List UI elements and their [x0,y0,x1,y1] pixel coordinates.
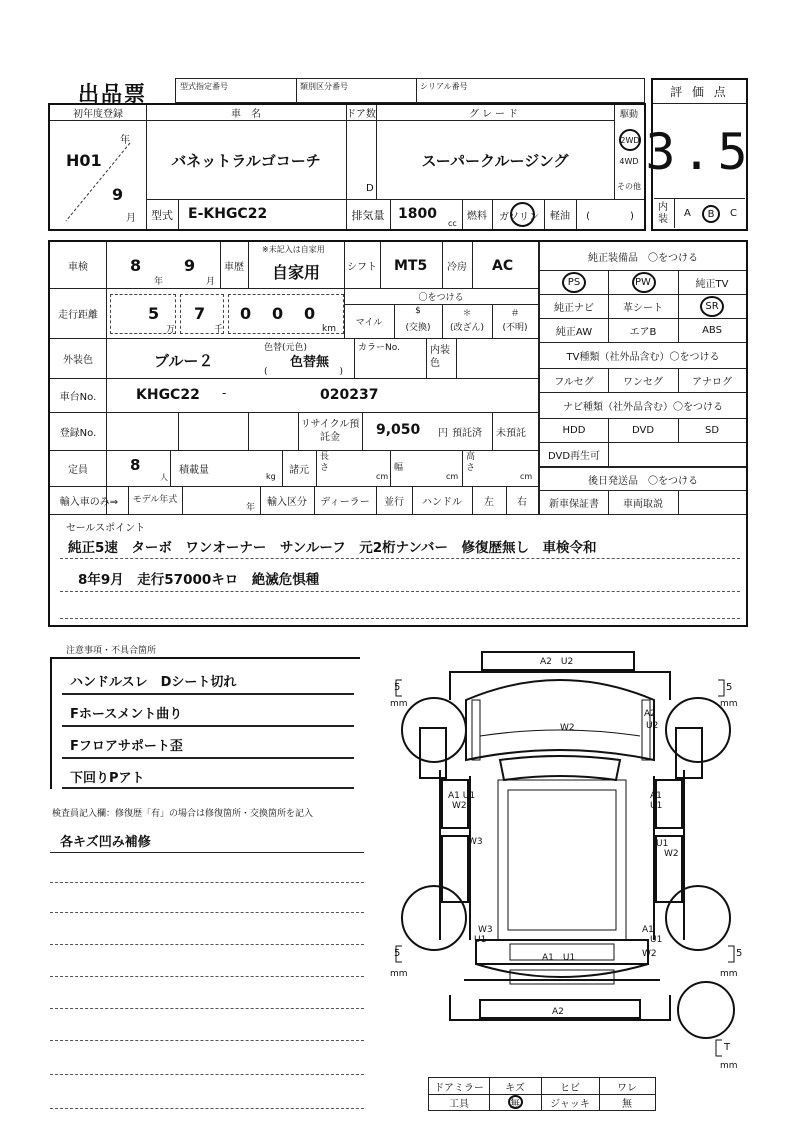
tv-oneseg: ワンセグ [623,376,663,388]
equipment-panel [540,242,746,514]
code-right-rear-1: U1 [656,839,669,849]
color-label: 外装色 [63,354,93,366]
sales-point-line-1: 純正5速 ターボ ワンオーナー サンルーフ 元2桁ナンバー 修復歴無し 車検令和 [68,540,597,556]
equip-aw: 純正AW [555,326,593,338]
equip-abs: ABS [702,324,722,336]
equip-airbag: エアB [629,326,657,338]
chassis-label: 車台No. [59,391,97,403]
history-note: ※未記入は自家用 [262,245,325,254]
legend-ware: ワレ [617,1082,637,1094]
legend-jack: ジャッキ [550,1098,590,1110]
code-left-rear-1: W3 [478,925,493,935]
odo-digit-5: 0 [304,304,316,323]
dvd-play: DVD再生可 [547,450,601,462]
load-label: 積載量 [179,464,209,476]
handle-left: 左 [484,496,494,508]
navi-sd: SD [704,424,720,436]
windshield-shape [500,756,620,780]
fuel-label: 燃料 [467,211,487,222]
navi-hdd: HDD [562,424,586,436]
dollar-symbol: $ [415,306,421,316]
capacity-unit: 人 [160,473,168,482]
notes-box [50,657,360,789]
inspector-line-1: 各キズ凹み補修 [60,835,151,850]
color-change-label: 色替(元色) [264,343,308,353]
tire-spare [678,982,734,1038]
shift-label: シフト [347,261,377,273]
tv-analog: アナログ [692,376,732,388]
code-rear: A1 U1 [542,953,576,963]
kaizan-option: (改ざん) [449,323,485,333]
tire-rear-right [666,886,730,950]
color-change-value: 色替無 [290,355,330,370]
fuel-diesel: 軽油 [550,211,570,222]
mileage-label: 走行距離 [58,309,98,321]
koukan-option: (交換) [405,323,431,333]
fuel-circle [510,202,535,227]
inspector-label: 検査員記入欄：修復歴「有」の場合は修復箇所・交換箇所を記入 [52,809,314,819]
vehicle-table [48,103,646,231]
note-item: ハンドルスレ Dシート切れ [70,675,237,690]
shaken-tsuki: 月 [206,277,216,287]
code-front-right-fender-2: U2 [646,721,659,731]
equip-navi: 純正ナビ [554,302,594,314]
equip-leather: 革シート [623,302,663,314]
length-label: 長さ [320,452,330,473]
legend-tools: 工具 [449,1098,469,1110]
tire-rl-mm: mm [390,969,408,979]
capacity-value: 8 [130,456,141,474]
code-right-door-1: A1 [650,791,662,801]
interior-color-label: 内装色 [430,345,450,369]
code-roof: W3 [468,837,483,847]
equip-sr: SR [705,300,719,312]
grade-label: グレード [376,105,614,121]
capacity-label: 定員 [68,464,88,476]
yen-unit: 円 [438,428,448,439]
door-label: ドア数 [346,105,376,121]
month-unit: 月 [126,213,136,224]
note-item: Fホースメント曲り [70,707,183,722]
first-reg-month: 9 [112,185,124,204]
height-cm: cm [520,472,533,481]
odo-digit-1: 5 [148,304,160,323]
code-right-door-2: U1 [650,801,663,811]
legend-hibi: ヒビ [560,1082,580,1094]
chassis-prefix: KHGC22 [136,387,200,403]
color-value: ブルー２ [154,352,214,370]
tv-fullseg: フルセグ [554,376,594,388]
id-boxes [175,78,645,103]
code-right-quarter-1: A1 [642,925,654,935]
code-right-quarter-2: U1 [650,935,663,945]
displacement-label: 排気量 [351,208,385,222]
hood-shape [466,680,654,760]
tv-type-title: TV種類（社外品含む）〇をつける [566,351,720,363]
ac-label: 冷房 [447,261,467,273]
ac-value: AC [492,258,514,274]
car-name-label: 車 名 [146,105,346,121]
sales-point-line-2: 8年9月 走行57000キロ 絶滅危惧種 [78,572,320,588]
shaken-label: 車検 [68,261,88,273]
navi-type-title: ナビ種類（社外品含む）〇をつける [563,401,723,413]
handle-right: 右 [517,496,527,508]
code-left-door-1: A1 U1 [448,791,476,801]
tire-rr-depth: 5 [736,948,743,959]
code-hood: W2 [560,723,575,733]
parallel-option: 並行 [384,496,404,508]
equip-tv: 純正TV [695,278,729,290]
aster-symbol: ＊ [462,309,472,319]
tire-fr-mm: mm [720,699,738,709]
grade-value: スーパークルージング [421,152,569,170]
code-right-quarter-3: W2 [642,949,657,959]
note-item: Fフロアサポート歪 [70,739,183,754]
spare-tire-label: T [724,1042,731,1053]
model-year-label: モデル年式 [132,494,178,505]
code-right-rear-2: W2 [664,849,679,859]
model-label: 型式 [151,208,173,222]
cc-unit: cc [448,219,457,228]
fuel-other: ( ) [586,211,634,222]
car-name: バネットラルゴコーチ [171,152,321,170]
code-left-rear-2: U1 [474,935,487,945]
equip-ps: PS [567,276,581,288]
page-title: 出品票 [78,82,147,106]
legend-kizu: キズ [505,1082,525,1094]
spare-mm: mm [720,1061,738,1071]
odo-digit-4: 0 [272,304,284,323]
notes-label: 注意事項・不具合箇所 [66,646,157,656]
km-unit: km [322,324,336,334]
drive-2wd: 2WD [619,129,641,151]
history-label: 車歴 [224,261,244,273]
after-warranty: 新車保証書 [549,498,599,510]
length-cm: cm [376,472,389,481]
code-front-right-fender: A2 [644,709,656,719]
interior-grade [654,198,745,228]
sales-point-label: セールスポイント [66,523,146,534]
hash-symbol: ＃ [510,309,520,319]
tire-fl-depth: 5 [394,682,401,693]
shaken-nen: 年 [154,277,164,287]
code-left-door-2: W2 [452,801,467,811]
grade-b: B [702,205,720,223]
score-value: 3.5 [645,123,754,181]
tire-fl-mm: mm [390,699,408,709]
serial-label: シリアル番号 [420,82,468,91]
handle-label: ハンドル [422,496,462,508]
mile-option: マイル [355,317,383,328]
drive-label: 駆動 [619,110,638,120]
tire-rear-left [402,886,466,950]
mile-circle-note: 〇をつける [418,293,464,303]
tire-rl-depth: 5 [394,948,401,959]
recycle-label: リサイクル預託金 [300,419,360,443]
code-front-bumper: A2 U2 [540,657,574,667]
score-label: 評 価 点 [653,80,746,104]
chassis-dash: - [222,386,227,400]
deposited-label: 預託済 [452,428,482,439]
after-ship-title: 後日発送品 〇をつける [588,475,698,487]
year-unit: 年 [120,135,130,146]
chassis-number: 020237 [320,387,379,403]
kg-unit: kg [266,472,276,481]
type-designation-label: 型式指定番号 [180,82,228,91]
import-label: 輸入車のみ⇒ [59,496,119,508]
height-label: 高さ [466,452,476,473]
equip-pw: PW [635,276,651,288]
tire-fr-depth: 5 [726,682,733,693]
displacement-value: 1800 [398,206,437,222]
tire-front-left [402,698,466,762]
interior-label: 内装 [658,202,668,225]
code-rear-bumper: A2 [552,1007,564,1017]
detail-table [48,240,748,627]
after-manual: 車両取説 [623,498,663,510]
odo-digit-3: 0 [240,304,252,323]
odo-sen: 千 [214,325,224,335]
equipment-title: 純正装備品 〇をつける [588,252,698,264]
model-value: E-KHGC22 [188,206,268,222]
color-no-label: カラーNo. [358,343,400,353]
fuel-gasoline: ガソリン [499,211,539,223]
first-reg-label: 初年度登録 [50,105,146,121]
shift-value: MT5 [394,258,428,274]
legend-mirror: ドアミラー [434,1082,484,1094]
odometer [110,294,346,334]
dealer-option: ディーラー [320,496,370,508]
recycle-amount: 9,050 [376,422,421,438]
shaken-year: 8 [130,256,142,275]
legend-table [428,1077,656,1111]
grade-a: A [684,208,691,219]
width-label: 幅 [394,463,404,473]
door-value: D [366,183,374,194]
reg-no-label: 登録No. [59,427,97,439]
drive-4wd: 4WD [619,157,639,166]
navi-dvd: DVD [631,424,655,436]
color-change-paren: ( ) [264,367,344,377]
note-item: 下回りPアト [70,771,145,786]
first-reg-year: H01 [66,151,102,170]
shaken-month: 9 [184,256,196,275]
drive-other: その他 [617,182,641,191]
class-code-label: 類別区分番号 [300,82,348,91]
legend-jack-value: 無 [622,1098,632,1110]
width-cm: cm [446,472,459,481]
not-deposited-label: 未預託 [496,428,526,439]
odo-man: 万 [166,325,176,335]
tire-rr-mm: mm [720,969,738,979]
history-value: 自家用 [272,263,321,282]
car-damage-diagram [380,640,760,1071]
import-kubun-label: 輸入区分 [267,496,307,508]
grade-c: C [730,208,737,219]
fumei-option: (不明) [502,323,528,333]
dims-label: 諸元 [289,464,309,476]
legend-tools-value: 無 [510,1098,520,1110]
model-year-unit: 年 [246,503,256,513]
odo-digit-2: 7 [194,304,206,323]
